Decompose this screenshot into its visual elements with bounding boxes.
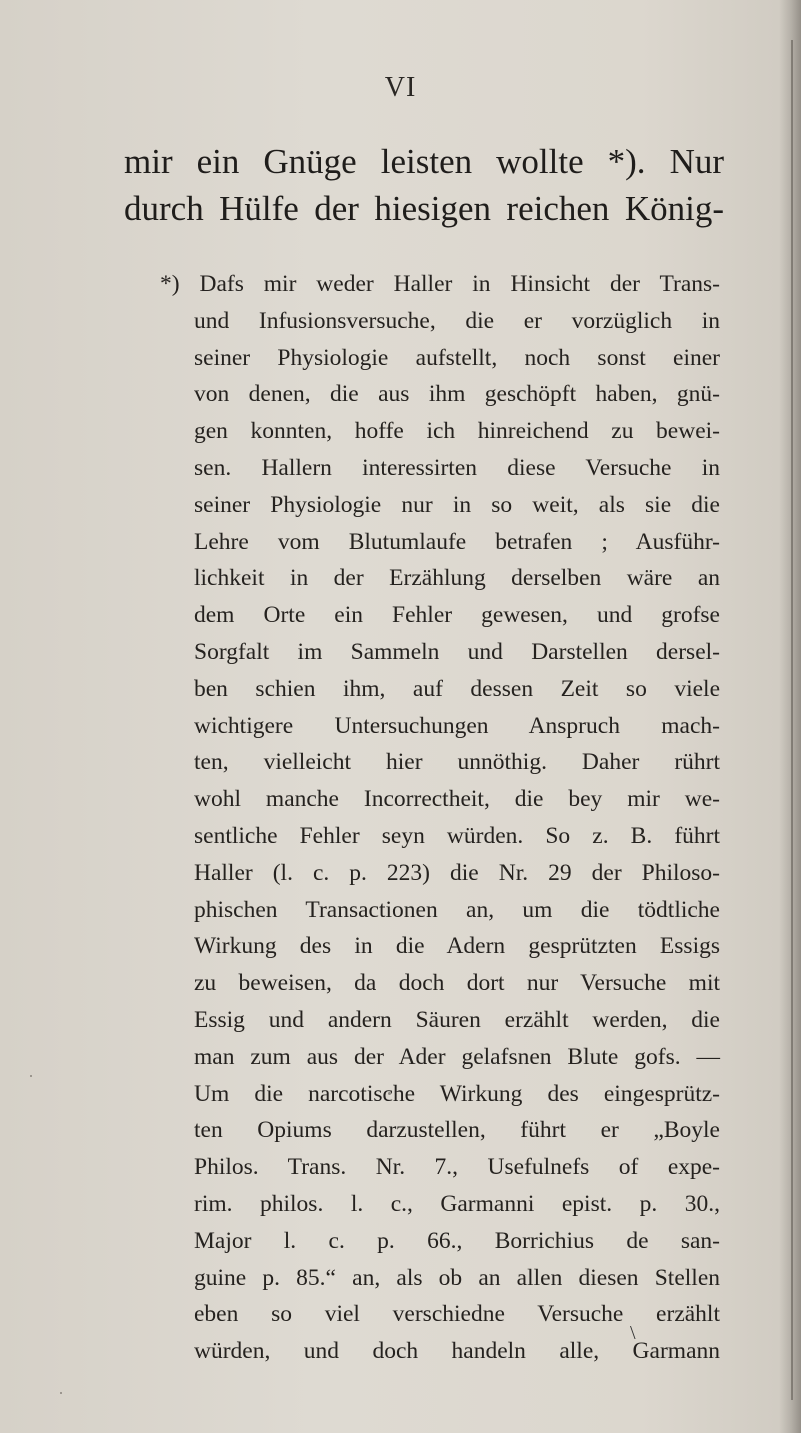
page-number: VI <box>384 72 417 103</box>
footnote-line: rim. philos. l. c., Garmanni epist. p. 30., <box>194 1190 720 1217</box>
footnote-line: sentliche Fehler seyn würden. So z. B. führt <box>194 822 720 849</box>
footnote-line: *) Dafs mir weder Haller in Hinsicht der Trans- <box>160 271 720 297</box>
footnote-line: seiner Physiologie aufstellt, noch sonst einer <box>194 344 720 371</box>
paper-speck <box>388 1092 391 1095</box>
footnote-line: seiner Physiologie nur in so weit, als sie die <box>194 491 720 518</box>
footnote-line: phischen Transactionen an, um die tödtliche <box>194 896 720 923</box>
footnote-line: gen konnten, hoffe ich hinreichend zu bewei- <box>194 418 720 445</box>
page-edge-shadow <box>779 0 801 1433</box>
footnote-line: Wirkung des in die Adern gesprützten Essigs <box>194 933 720 960</box>
footnote-line: lichkeit in der Erzählung derselben wäre an <box>194 565 720 592</box>
footnote-line: sen. Hallern interessirten diese Versuche in <box>194 454 720 481</box>
footnote-line: ten, vielleicht hier unnöthig. Daher rührt <box>194 749 720 776</box>
footnote-line: eben so viel verschiedne Versuche erzählt <box>194 1301 720 1328</box>
footnote-line: Philos. Trans. Nr. 7., Usefulnefs of expe- <box>194 1154 720 1181</box>
footnote-line: man zum aus der Ader gelafsnen Blute gofs. — <box>194 1043 720 1070</box>
footnote-line: würden, und doch handeln alle, Garmann <box>194 1338 720 1365</box>
footnote-line: Haller (l. c. p. 223) die Nr. 29 der Philoso- <box>194 859 720 886</box>
footnote-line: Lehre vom Blutumlaufe betrafen ; Ausführ- <box>194 528 720 555</box>
main-text-line: mir ein Gnüge leisten wollte *). Nur <box>124 142 724 181</box>
footnote-line: Sorgfalt im Sammeln und Darstellen dersel- <box>194 638 720 665</box>
footnote-line: und Infusionsversuche, die er vorzüglich in <box>194 307 720 334</box>
footnote-line: dem Orte ein Fehler gewesen, und grofse <box>194 602 720 629</box>
page-edge-rule <box>791 40 793 1400</box>
main-text-line: durch Hülfe der hiesigen reichen König- <box>124 189 724 228</box>
footnote-line: Essig und andern Säuren erzählt werden, die <box>194 1006 720 1033</box>
footnote-line: Um die narcotische Wirkung des eingesprütz- <box>194 1080 720 1107</box>
footnote-line: wichtigere Untersuchungen Anspruch mach- <box>194 712 720 739</box>
paper-speck <box>60 1392 62 1394</box>
footnote-line: zu beweisen, da doch dort nur Versuche mit <box>194 970 720 997</box>
main-text-block <box>124 138 724 232</box>
footnote-line: Major l. c. p. 66., Borrichius de san- <box>194 1227 720 1254</box>
footnote-line: von denen, die aus ihm geschöpft haben, gnü- <box>194 381 720 408</box>
footnote-line: ten Opiums darzustellen, führt er „Boyle <box>194 1117 720 1144</box>
catchword-mark: \ <box>630 1322 636 1344</box>
footnote-line: guine p. 85.“ an, als ob an allen diesen Stellen <box>194 1264 720 1291</box>
paper-speck <box>30 1075 32 1077</box>
footnote-block <box>160 266 720 1370</box>
footnote-line: ben schien ihm, auf dessen Zeit so viele <box>194 675 720 702</box>
footnote-line: wohl manche Incorrectheit, die bey mir we- <box>194 786 720 813</box>
